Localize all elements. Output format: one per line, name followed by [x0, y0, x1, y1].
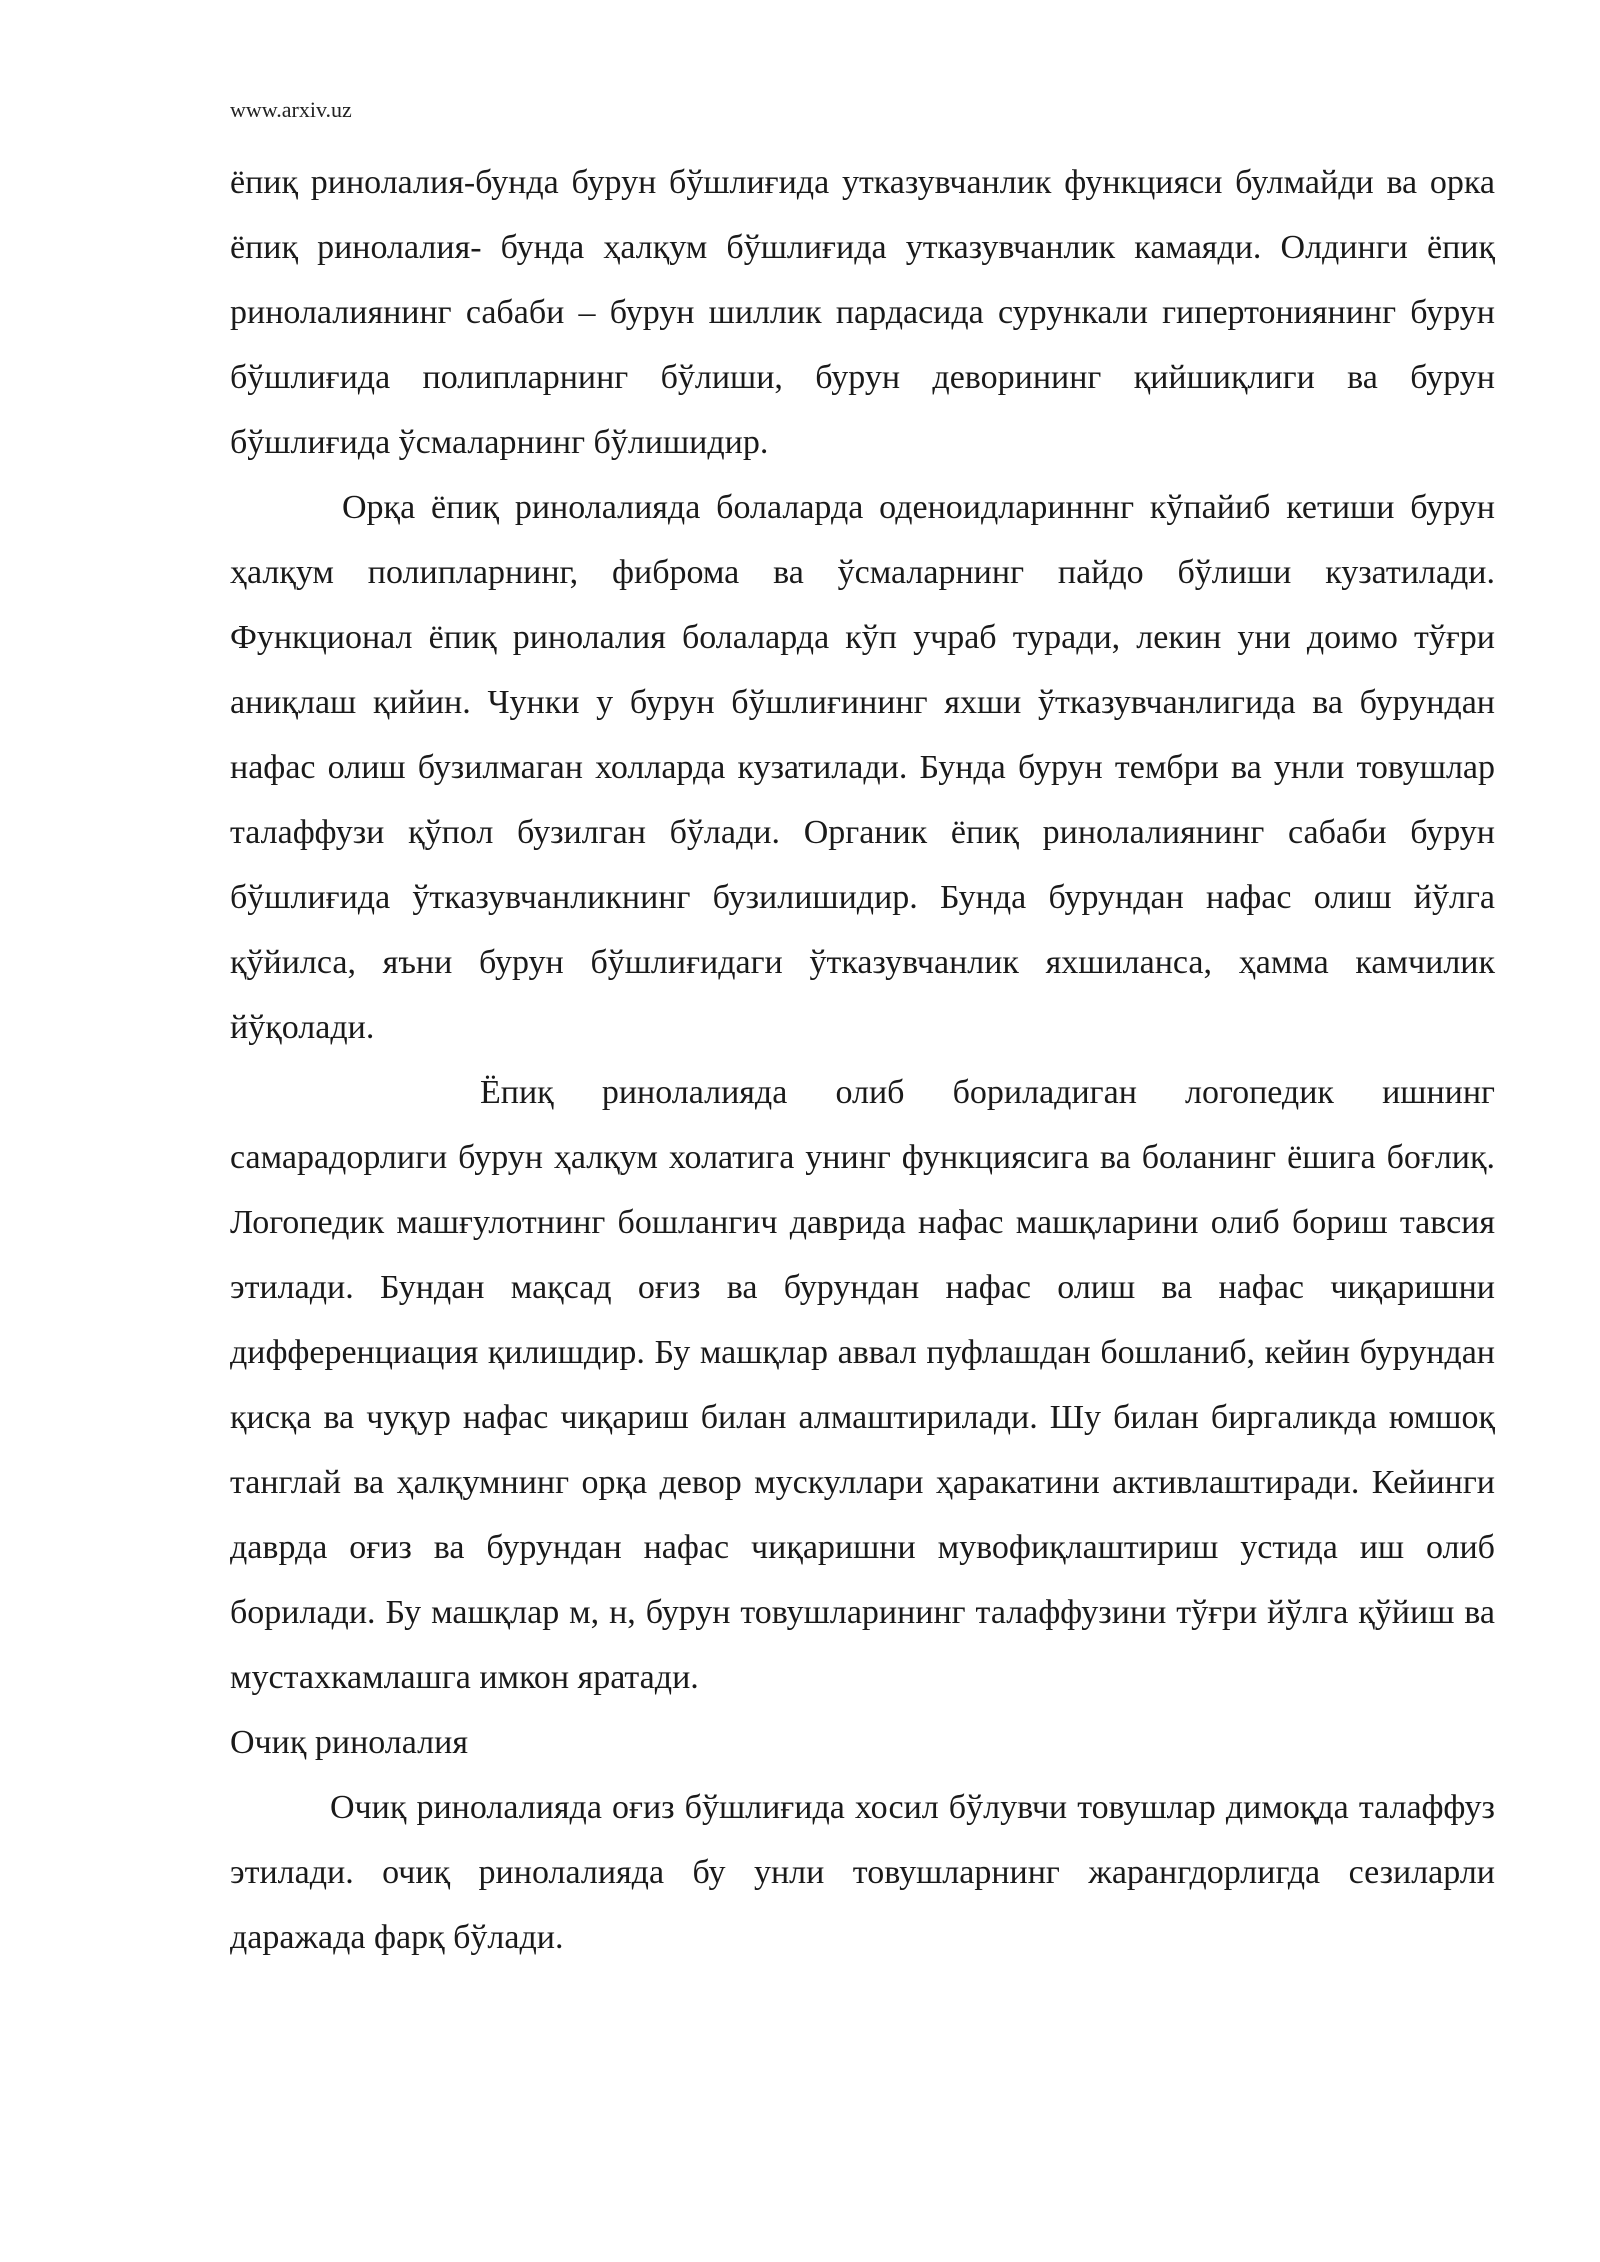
paragraph-closed-rhinolalia-intro: ёпиқ ринолалия-бунда бурун бўшлиғида утказувчанлик функцияси булмайди ва орка ёпиқ ринолалия- бунда ҳалқум бўшлиғида утказувчанлик камаяди. Олдинги ёпиқ ринолалиянинг сабаби – бурун шиллик пардасида сурункали гипертониянинг бурун бўшлиғида полипларнинг бўлиши, бурун деворининг қийшиқлиги ва бурун бўшлиғида ўсмаларнинг бўлишидир. [230, 164, 1495, 461]
body-text [230, 150, 1495, 1970]
paragraph-posterior-closed-rhinolalia: Орқа ёпиқ ринолалияда болаларда оденоидларинннг кўпайиб кетиши бурун ҳалқум полипларнинг, фиброма ва ўсмаларнинг пайдо бўлиши кузатилади. Функционал ёпиқ ринолалия болаларда кўп учраб туради, лекин уни доимо тўғри аниқлаш қийин. Чунки у бурун бўшлиғининг яхши ўтказувчанлигида ва бурундан нафас олиш бузилмаган холларда кузатилади. Бунда бурун тембри ва унли товушлар талаффузи қўпол бузилган бўлади. Органик ёпиқ ринолалиянинг сабаби бурун бўшлиғида ўтказувчанликнинг бузилишидир. Бунда бурундан нафас олиш йўлга қўйилса, яъни бурун бўшлиғидаги ўтказувчанлик яхшиланса, ҳамма камчилик йўқолади. [230, 489, 1495, 1046]
paragraph-open-rhinolalia: Очиқ ринолалияда оғиз бўшлиғида хосил бўлувчи товушлар димоқда талаффуз этилади. очиқ ринолалияда бу унли товушларнинг жарангдорлигда сезиларли даражада фарқ бўлади. [230, 1789, 1495, 1956]
paragraph-speech-therapy-work: Ёпиқ ринолалияда олиб бориладиган логопедик ишнинг самарадорлиги бурун ҳалқум холатига унинг функциясига ва боланинг ёшига боғлиқ. Логопедик машғулотнинг бошлангич даврида нафас машқларини олиб бориш тавсия этилади. Бундан мақсад оғиз ва бурундан нафас олиш ва нафас чиқаришни дифференциация қилишдир. Бу машқлар аввал пуфлашдан бошланиб, кейин бурундан қисқа ва чуқур нафас чиқариш билан алмаштирилади. Шу билан биргаликда юмшоқ танглай ва ҳалқумнинг орқа девор мускуллари ҳаракатини активлаштиради. Кейинги даврда оғиз ва бурундан нафас чиқаришни мувофиқлаштириш устида иш олиб борилади. Бу машқлар м, н, бурун товушларининг талаффузини тўғри йўлга қўйиш ва мустахкамлашга имкон яратади. [230, 1074, 1495, 1696]
header-url: www.arxiv.uz [230, 97, 352, 122]
section-heading-open-rhinolalia: Очиқ ринолалия [230, 1724, 468, 1761]
